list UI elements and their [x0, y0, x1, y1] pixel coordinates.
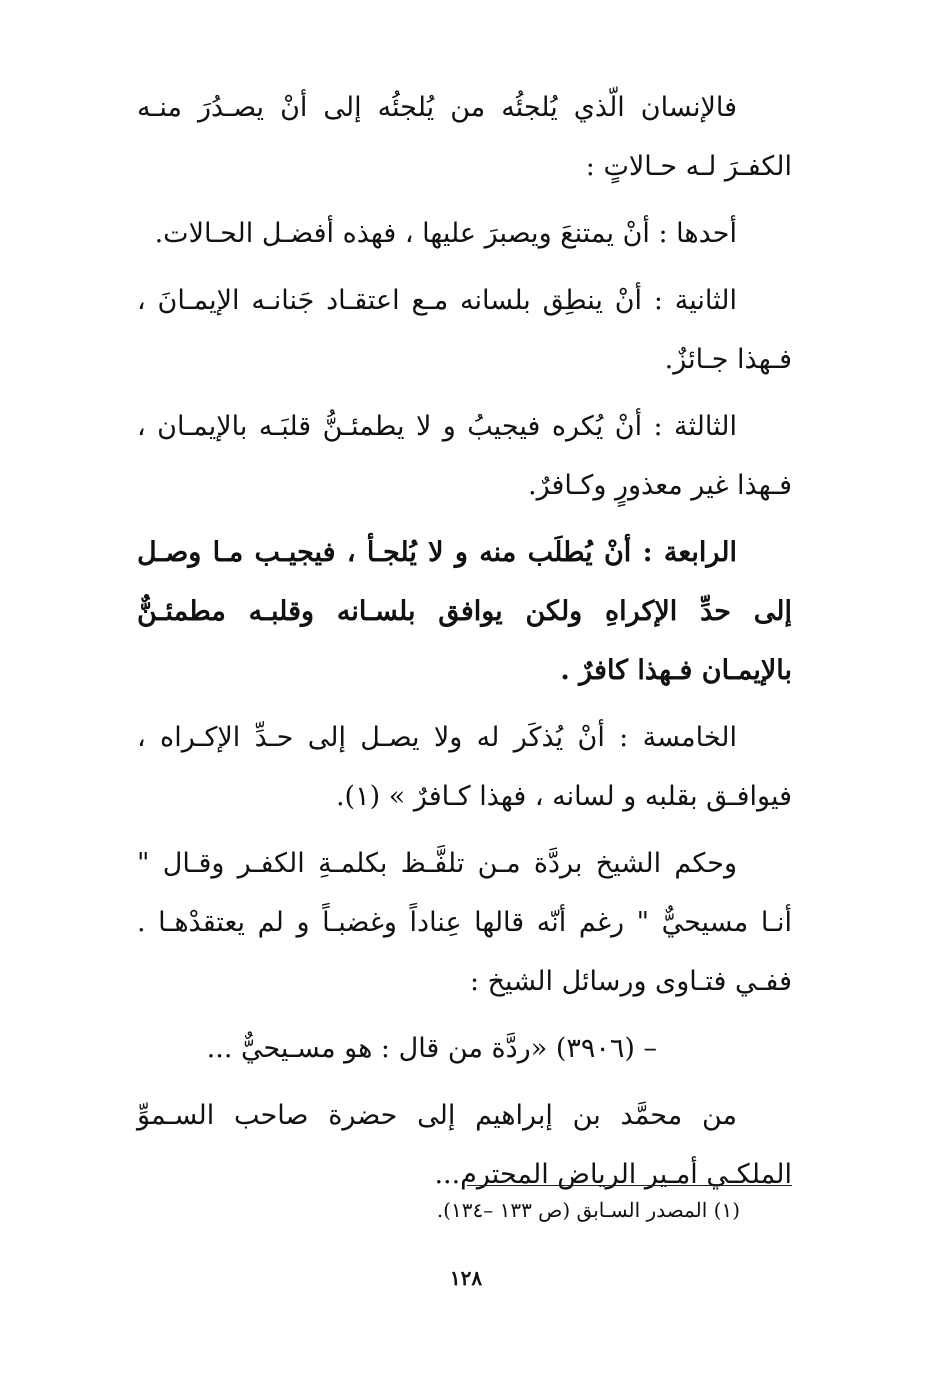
paragraph-intro: فالإنسان الّذي يُلجئُه من يُلجئُه إلى أنْ يصـدُرَ منـه الكفـرَ لـه حـالاتٍ :: [137, 92, 792, 182]
paragraph-second-case: الثانية : أنْ ينطِق بلسانه مـع اعتقـاد جَنانـه الإيمـانَ ، فـهذا جـائزٌ.: [137, 285, 792, 375]
paragraph-first-case: أحدها : أنْ يمتنعَ ويصبرَ عليها ، فهذه أفضـل الحـالات.: [154, 218, 737, 249]
paragraph-ruling: وحكم الشيخ بردَّة مـن تلفَّـظ بكلمـةِ الكفـر وقـال " أنـا مسيحيٌّ " رغم أنّه قالها عِناداً وغضبـاً و لم يعتقدْهـا . ففـي فتـاوى ورسائل الشيخ :: [137, 848, 792, 997]
paragraph-fourth-case: الرابعة : أنْ يُطلَب منه و لا يُلجـأ ، فيجيـب مـا وصـل إلى حدِّ الإكراهِ ولكن يوافق بلسـانه وقلبـه مطمئـنٌّ بالإيمـان فـهذا كافرٌ .: [137, 537, 792, 686]
footnote-divider: [467, 1185, 792, 1186]
footnote: (١) المصدر السـابق (ص ١٣٣ –١٣٤).: [436, 1198, 740, 1222]
main-text: [137, 78, 792, 1212]
paragraph-letter-opening: من محمَّد بن إبراهيم إلى حضرة صاحب السـموِّ الملكـي أمـير الرياض المحترم...: [137, 1100, 792, 1190]
paragraph-fifth-case: الخامسة : أنْ يُذكَر له ولا يصـل إلى حـدِّ الإكـراه ، فيوافـق بقلبه و لسانه ، فهذا كـافرٌ » (١).: [137, 722, 792, 812]
paragraph-fatwa-heading: – (٣٩٠٦) «ردَّة من قال : هو مسـيحيٌّ ...: [206, 1033, 657, 1064]
paragraph-third-case: الثالثة : أنْ يُكره فيجيبُ و لا يطمئـنُّ قلبَـه بالإيمـان ، فـهذا غير معذورٍ وكـافرٌ.: [137, 411, 792, 501]
page-number: ١٢٨: [449, 1266, 483, 1290]
